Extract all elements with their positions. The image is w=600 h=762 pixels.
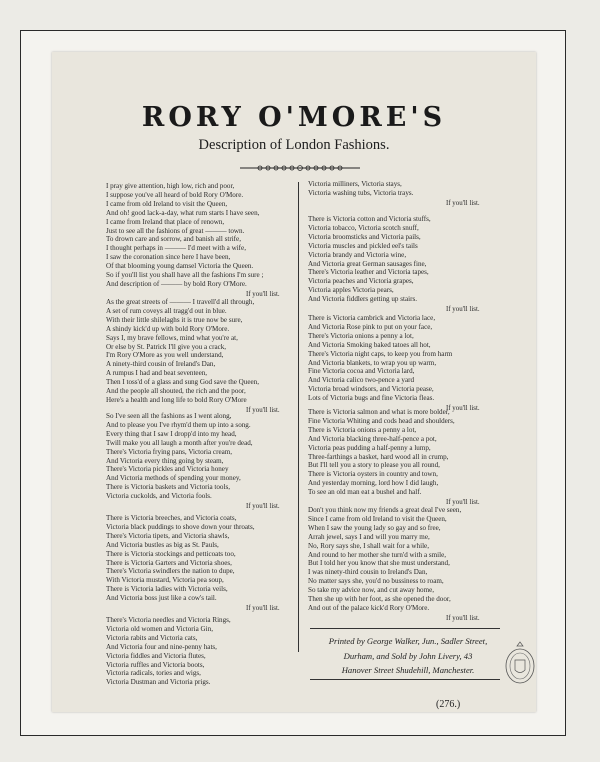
verse-line: And Victoria Rose pink to put on your face, (308, 322, 433, 331)
verse-line: Just to see all the fashions of great ——— town. (106, 226, 245, 235)
verse-line: And oh! good lack-a-day, what rum starts I have seen, (106, 208, 260, 217)
verse-line: Don't you think now my friends a great deal I've seen, (308, 506, 462, 514)
verse-line: And description of ——— by bold Rory O'More. (106, 279, 247, 288)
refrain-line: If you'll list. (446, 405, 480, 412)
verse-line: No matter says she, you'd no bussiness to roam, (308, 577, 444, 586)
verse-line: There is Victoria salmon and what is more bolder, (308, 408, 450, 416)
verse-line: Victoria black puddings to shove down your throats, (106, 522, 255, 531)
verse-line: There is Victoria oysters in country and town, (308, 470, 438, 479)
verse-line: And Victoria blacking three-half-pence a pot, (308, 434, 437, 443)
verse-line: Victoria tobacco, Victoria scotch snuff, (308, 223, 419, 232)
verse-line: Victoria brandy and Victoria wine, (308, 250, 407, 259)
verse-line: There is Victoria cambrick and Victoria lace, (308, 314, 436, 322)
verse-line: Victoria broad windsors, and Victoria pease, (308, 385, 434, 394)
verse-line: To drown care and sorrow, and banish all strife, (106, 235, 241, 244)
verse-line: But I'll tell you a story to please you all round, (308, 461, 440, 470)
refrain-line: If you'll list. (446, 306, 480, 313)
verse-line: Since I came from old Ireland to visit the Queen, (308, 514, 447, 523)
verse-line: And Victoria blankets, to wrap you up warm, (308, 358, 437, 367)
verse-line: With their little shilelaghs it is true now be sure, (106, 315, 243, 324)
verse-line: And yesterday morning, lord how I did laugh, (308, 479, 439, 488)
printer-rule-top (310, 628, 500, 629)
verse-line: To see an old man eat a bushel and half. (308, 488, 422, 497)
verse-line: There is Victoria onions a penny a lot, (308, 425, 417, 434)
verse-line: Three-farthings a basket, hard wood all in crump, (308, 452, 449, 461)
verse-line: Of that blooming young damsel Victoria the Queen. (106, 262, 254, 271)
verse-line: And the people all shouted, the rich and the poor, (106, 387, 246, 396)
stanza (308, 314, 452, 403)
verse-line: There's Victoria onions a penny a lot, (308, 331, 414, 340)
verse-line: I'm Rory O'More as you well understand, (106, 351, 224, 360)
verse-line: Every thing that I saw I dropp'd into my head, (106, 429, 237, 438)
verse-line: Victoria old women and Victoria Gin, (106, 624, 213, 633)
verse-line: There is Victoria cotton and Victoria stuffs, (308, 215, 431, 223)
stanza (308, 180, 413, 198)
verse-line: A shindy kick'd up with bold Rory O'More. (106, 324, 230, 333)
refrain-line: If you'll list. (446, 614, 480, 622)
verse-line: And Victoria Smoking baked tatoes all hot, (308, 340, 431, 349)
verse-line: So if you'll list you shall have all the fashions I'm sure ; (106, 271, 264, 280)
verse-line: I thought perhaps in ——— I'd meet with a wife, (106, 244, 246, 253)
verse-line: I came from Ireland that place of renown, (106, 217, 225, 226)
verse-line: There's Victoria needles and Victoria Rings, (106, 616, 231, 624)
verse-line: And Victoria calico two-pence a yard (308, 376, 415, 385)
stanza (106, 182, 263, 289)
stanza (308, 506, 461, 613)
verse-line: There is Victoria stockings and petticoats too, (106, 549, 236, 558)
verse-line: And Victoria boss just like a cow's tail. (106, 594, 217, 603)
verse-line: There's Victoria pickles and Victoria honey (106, 465, 229, 474)
verse-line: And Victoria great German sausages fine, (308, 259, 427, 268)
verse-line: But I told her you know that she must understand, (308, 559, 450, 568)
stanza (106, 616, 231, 687)
stanza (106, 412, 253, 501)
verse-line: I was ninety-third cousin to Ireland's Dan, (308, 568, 428, 577)
verse-line: And Victoria every thing going by steam, (106, 456, 224, 465)
verse-line: Arrah jewel, says I and will you marry me, (308, 532, 430, 541)
verse-line: Then she up with her foot, as she opened the door, (308, 595, 451, 604)
verse-line: Victoria washing tubs, Victoria trays. (308, 188, 414, 197)
verse-line: Or else by St. Patrick I'll give you a crack, (106, 342, 227, 351)
verse-line: I saw the coronation since here I have been, (106, 253, 231, 262)
refrain-line: If you'll list. (246, 406, 280, 414)
printer-line: Durham, and Sold by John Livery, 43 (343, 650, 473, 661)
verse-line: And out of the palace kick'd Rory O'More. (308, 603, 430, 612)
sheet-number: (276.) (436, 699, 461, 710)
page-subtitle: Description of London Fashions. (198, 137, 390, 153)
verse-line: I pray give attention, high low, rich and poor, (106, 182, 235, 190)
verse-line: Victoria muscles and pickled eel's tails (308, 241, 418, 250)
verse-line: There is Victoria ladies with Victoria veils, (106, 585, 228, 594)
column-divider (298, 182, 299, 652)
printer-rule-bottom (310, 679, 500, 680)
verse-line: Twill make you all laugh a month after you're dead, (106, 438, 253, 447)
verse-line: There's Victoria night caps, to keep you from harm (308, 349, 453, 358)
verse-line: There is Victoria baskets and Victoria tools, (106, 483, 230, 492)
refrain-line: If you'll list. (246, 290, 280, 298)
stanza (308, 215, 431, 304)
verse-line: Victoria cuckolds, and Victoria fools. (106, 492, 212, 501)
printer-line: Hanover Street Shudehill, Manchester. (341, 665, 475, 675)
verse-line: And Victoria bustles as big as St. Pauls, (106, 540, 219, 549)
printer-line: Printed by George Walker, Jun., Sadler Street, (328, 636, 488, 646)
verse-line: A set of rum coveys all tragg'd out in blue. (106, 306, 227, 315)
verse-line: Victoria fiddles and Victoria flutes, (106, 651, 206, 660)
verse-line: Here's a health and long life to bold Rory O'More (106, 395, 247, 404)
library-seal-icon (504, 640, 536, 686)
refrain-line: If you'll list. (246, 605, 280, 612)
verse-line: A rumpus I had and beat seventeen, (106, 369, 208, 378)
verse-line: When I saw the young lady so gay and so free, (308, 523, 441, 532)
refrain-line: If you'll list. (446, 199, 480, 207)
verse-line: Victoria apples Victoria pears, (308, 286, 394, 295)
verse-line: There is Victoria breeches, and Victoria coats, (106, 514, 237, 522)
verse-line: Lots of Victoria bugs and fine Victoria fleas. (308, 394, 435, 403)
verse-line: With Victoria mustard, Victoria pea soup, (106, 576, 224, 585)
broadside-sheet (52, 52, 536, 712)
verse-line: Victoria peaches and Victoria grapes, (308, 277, 414, 286)
page-title: RORY O'MORE'S (141, 102, 447, 133)
verse-line: Victoria broomsticks and Victoria pails, (308, 232, 421, 241)
verse-line: So I've seen all the fashions as I went along, (106, 412, 232, 420)
ornament-divider-icon (240, 165, 360, 171)
verse-line: So take my advice now, and cut away home, (308, 586, 435, 595)
printer-imprint (310, 634, 506, 678)
stanza (106, 514, 255, 603)
verse-line: And to please you I've rhym'd them up into a song. (106, 420, 251, 429)
verse-line: Victoria radicals, tories and wigs, (106, 669, 201, 678)
verse-line: Victoria Dustman and Victoria prigs. (106, 678, 211, 687)
verse-line: And Victoria four and nine-penny hats, (106, 642, 217, 651)
verse-line: A ninety-third cousin of Ireland's Dan, (106, 360, 216, 369)
verse-line: There's Victoria swindlers the nation to dupe, (106, 567, 235, 576)
refrain-line: If you'll list. (246, 503, 280, 510)
verse-line: Victoria ruffles and Victoria boots, (106, 660, 205, 669)
verse-line: Victoria milliners, Victoria stays, (308, 180, 402, 188)
verse-line: And Victoria methods of spending your money, (106, 474, 241, 483)
verse-line: Fine Victoria Whiting and cods head and shoulders, (308, 416, 455, 425)
stanza (106, 298, 259, 405)
verse-line: No, Rory says she, I shall wait for a while, (308, 541, 429, 550)
verse-line: There's Victoria leather and Victoria tapes, (308, 268, 429, 277)
verse-line: Fine Victoria cocoa and Victoria lard, (308, 367, 415, 376)
verse-line: And round to her mother she turn'd with a smile, (308, 550, 447, 559)
verse-line: Says I, my brave fellows, mind what you're at, (106, 333, 238, 342)
verse-line: Then I toss'd of a glass and sung God save the Queen, (106, 378, 259, 387)
stanza (308, 408, 455, 497)
verse-line: There is Victoria Garters and Victoria shoes, (106, 558, 232, 567)
verse-line: Victoria peas pudding a half-penny a lump, (308, 443, 431, 452)
verse-line: As the great streets of ——— I travell'd all through, (106, 298, 255, 306)
verse-line: There's Victoria frying pans, Victoria cream, (106, 447, 233, 456)
verse-line: Victoria rabits and Victoria cats, (106, 633, 198, 642)
verse-line: I suppose you've all heard of bold Rory O'More. (106, 190, 244, 199)
verse-line: And Victoria fiddlers getting up stairs. (308, 295, 417, 304)
verse-line: There's Victoria tipets, and Victoria shawls, (106, 531, 230, 540)
verse-line: I came from old Ireland to visit the Queen, (106, 199, 228, 208)
refrain-line: If you'll list. (446, 499, 480, 506)
